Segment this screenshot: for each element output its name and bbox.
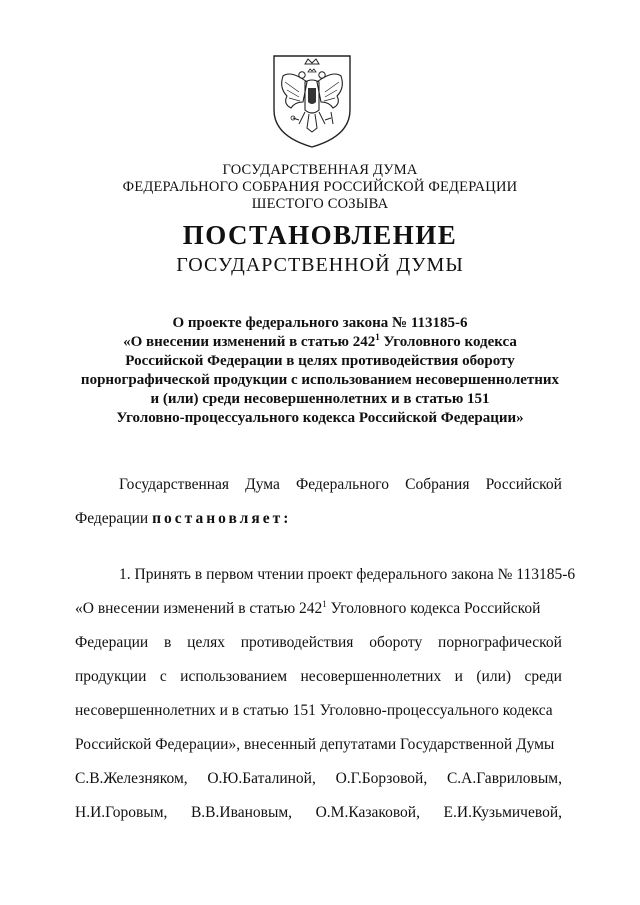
word: противодействия: [240, 634, 354, 651]
law-title-line: порнографической продукции с использованием несовершеннолетних: [80, 372, 560, 388]
deputy-name: О.Ю.Баталиной,: [207, 770, 316, 787]
law-title-line: Уголовно-процессуального кодекса Российской Федерации»: [116, 410, 524, 426]
law-title-line: [0, 333, 640, 352]
law-title-line: О проекте федерального закона № 113185-6: [172, 315, 468, 331]
item-line: [75, 660, 562, 694]
word: целях: [187, 634, 225, 651]
deputy-name: О.М.Казаковой,: [315, 804, 420, 821]
item-line: несовершеннолетних и в статью 151 Уголовно-процессуального кодекса: [75, 702, 553, 719]
law-title-text: Уголовного кодекса: [379, 334, 517, 350]
document-title: ПОСТАНОВЛЕНИЕ: [182, 220, 458, 250]
word: Собрания: [405, 476, 470, 493]
deputy-name: В.В.Ивановым,: [190, 804, 293, 821]
word: Федерального: [295, 476, 390, 493]
resolves-keyword: постановляет:: [152, 510, 292, 527]
item-line: [75, 626, 562, 660]
org-name-line2: ФЕДЕРАЛЬНОГО СОБРАНИЯ РОССИЙСКОЙ ФЕДЕРАЦИИ: [122, 179, 518, 195]
item-line: [75, 592, 562, 626]
deputy-name: О.Г.Борзовой,: [335, 770, 428, 787]
preamble-line: [75, 468, 562, 502]
resolution-item-1: [75, 558, 576, 830]
law-title-block: [0, 314, 640, 428]
preamble: [75, 468, 562, 536]
org-name-line1: ГОСУДАРСТВЕННАЯ ДУМА: [222, 162, 418, 178]
superscript: 1: [375, 332, 380, 342]
coat-of-arms-emblem: [269, 52, 355, 150]
word: Дума: [245, 476, 280, 493]
word: несовершеннолетних: [300, 668, 442, 685]
superscript: 1: [322, 599, 327, 609]
word: использованием: [180, 668, 288, 685]
word: (или): [476, 668, 512, 685]
word: и: [454, 668, 463, 685]
item-text: [75, 592, 540, 626]
deputy-name: С.В.Железняком,: [75, 770, 188, 787]
deputy-name: Н.И.Горовым,: [75, 804, 168, 821]
deputy-name: С.А.Гавриловым,: [446, 770, 562, 787]
word: в: [164, 634, 172, 651]
word: обороту: [369, 634, 423, 651]
preamble-line: [75, 502, 562, 536]
word: продукции: [75, 668, 147, 685]
item-line: Российской Федерации», внесенный депутатами Государственной Думы: [75, 736, 555, 753]
item-line: 1. Принять в первом чтении проект федерального закона № 113185-6: [119, 566, 576, 583]
item-text-part: Уголовного кодекса Российской: [326, 600, 541, 617]
law-title-line: Российской Федерации в целях противодействия обороту: [125, 353, 515, 369]
item-line: [75, 762, 562, 796]
word: порнографической: [438, 634, 562, 651]
word: среди: [524, 668, 562, 685]
organization-header: [0, 162, 640, 213]
preamble-text: Федерации: [75, 510, 153, 527]
word: Государственная: [119, 476, 230, 493]
deputy-name: Е.И.Кузьмичевой,: [443, 804, 562, 821]
item-text-part: «О внесении изменений в статью 242: [75, 600, 323, 617]
word: Федерации: [75, 634, 149, 651]
word: с: [159, 668, 167, 685]
convocation-line: ШЕСТОГО СОЗЫВА: [251, 196, 389, 212]
item-line: [75, 796, 562, 830]
law-title-line: и (или) среди несовершеннолетних и в статью 151: [150, 391, 490, 407]
document-subtitle: ГОСУДАРСТВЕННОЙ ДУМЫ: [176, 254, 464, 276]
word: Российской: [485, 476, 562, 493]
law-title-text: «О внесении изменений в статью 242: [123, 334, 376, 350]
